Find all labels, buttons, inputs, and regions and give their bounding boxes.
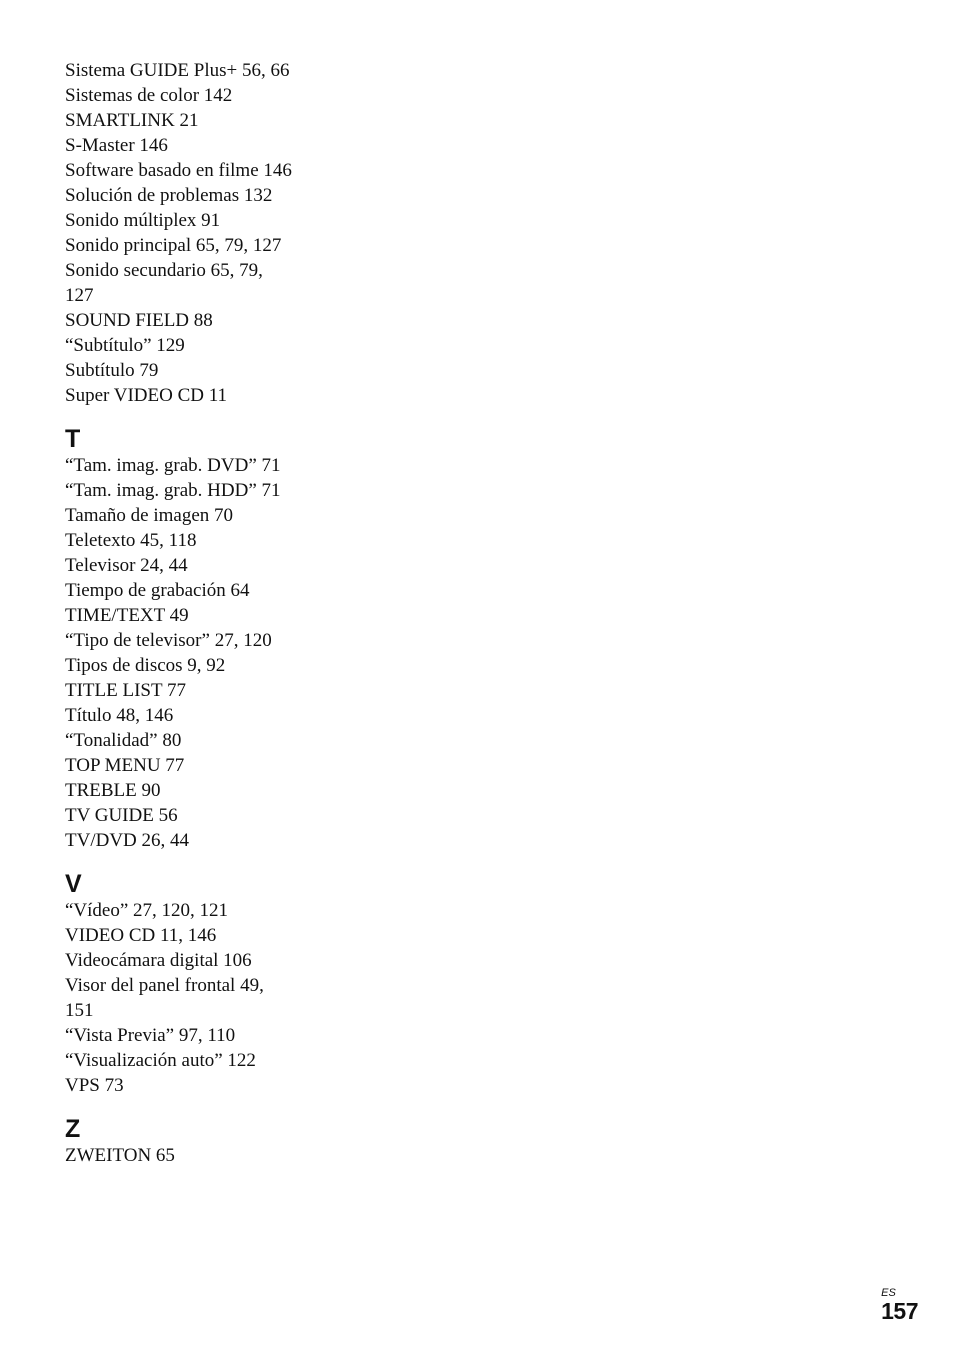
index-entry: “Tam. imag. grab. HDD” 71 xyxy=(65,480,281,501)
index-entry: VIDEO CD 11, 146 xyxy=(65,925,217,946)
index-entry: TOP MENU 77 xyxy=(65,755,185,776)
index-entry: Super VIDEO CD 11 xyxy=(65,385,228,406)
index-entry-list xyxy=(65,453,325,853)
index-entry: Título 48, 146 xyxy=(65,705,174,726)
index-entry: “Vídeo” 27, 120, 121 xyxy=(65,900,229,921)
index-entry: “Vista Previa” 97, 110 xyxy=(65,1025,236,1046)
index-section-z xyxy=(65,1115,325,1168)
index-entry: TV GUIDE 56 xyxy=(65,805,178,826)
index-section-t xyxy=(65,425,325,853)
index-entry: Sonido múltiplex 91 xyxy=(65,210,221,231)
index-entry: VPS 73 xyxy=(65,1075,124,1096)
index-entry: “Tam. imag. grab. DVD” 71 xyxy=(65,455,281,476)
index-entry: Sistema GUIDE Plus+ 56, 66 xyxy=(65,60,290,81)
language-code: ES xyxy=(881,1287,896,1299)
index-entry: TITLE LIST 77 xyxy=(65,680,187,701)
index-entry: Tamaño de imagen 70 xyxy=(65,505,234,526)
index-entry: “Subtítulo” 129 xyxy=(65,335,185,356)
index-entry: Sonido secundario 65, 79, 127 xyxy=(65,260,263,306)
index-section-v xyxy=(65,870,325,1098)
index-entry: TIME/TEXT 49 xyxy=(65,605,189,626)
index-entry: Tiempo de grabación 64 xyxy=(65,580,250,601)
index-entry: SOUND FIELD 88 xyxy=(65,310,213,331)
index-entry: Visor del panel frontal 49, 151 xyxy=(65,975,264,1021)
index-entry: SMARTLINK 21 xyxy=(65,110,199,131)
index-entry: Subtítulo 79 xyxy=(65,360,159,381)
page-number: 157 xyxy=(881,1298,918,1324)
index-entry-list xyxy=(65,1143,325,1168)
index-entry: Software basado en filme 146 xyxy=(65,160,292,181)
index-entry: Tipos de discos 9, 92 xyxy=(65,655,226,676)
index-entry: “Tonalidad” 80 xyxy=(65,730,182,751)
index-entry: Videocámara digital 106 xyxy=(65,950,252,971)
index-entry: ZWEITON 65 xyxy=(65,1145,175,1166)
index-section-s xyxy=(65,58,325,408)
index-entry: “Visualización auto” 122 xyxy=(65,1050,256,1071)
section-letter: V xyxy=(65,870,82,898)
page-footer xyxy=(881,1287,918,1323)
index-entry: Teletexto 45, 118 xyxy=(65,530,197,551)
index-column xyxy=(65,58,325,1168)
section-letter: Z xyxy=(65,1115,81,1143)
section-letter: T xyxy=(65,425,81,453)
index-entry: Sonido principal 65, 79, 127 xyxy=(65,235,282,256)
index-entry: Solución de problemas 132 xyxy=(65,185,273,206)
index-entry: TREBLE 90 xyxy=(65,780,161,801)
index-entry-list xyxy=(65,898,325,1098)
index-entry: S-Master 146 xyxy=(65,135,168,156)
index-entry: “Tipo de televisor” 27, 120 xyxy=(65,630,272,651)
index-entry: Televisor 24, 44 xyxy=(65,555,188,576)
index-entry: Sistemas de color 142 xyxy=(65,85,233,106)
index-entry: TV/DVD 26, 44 xyxy=(65,830,190,851)
index-entry-list xyxy=(65,58,325,408)
